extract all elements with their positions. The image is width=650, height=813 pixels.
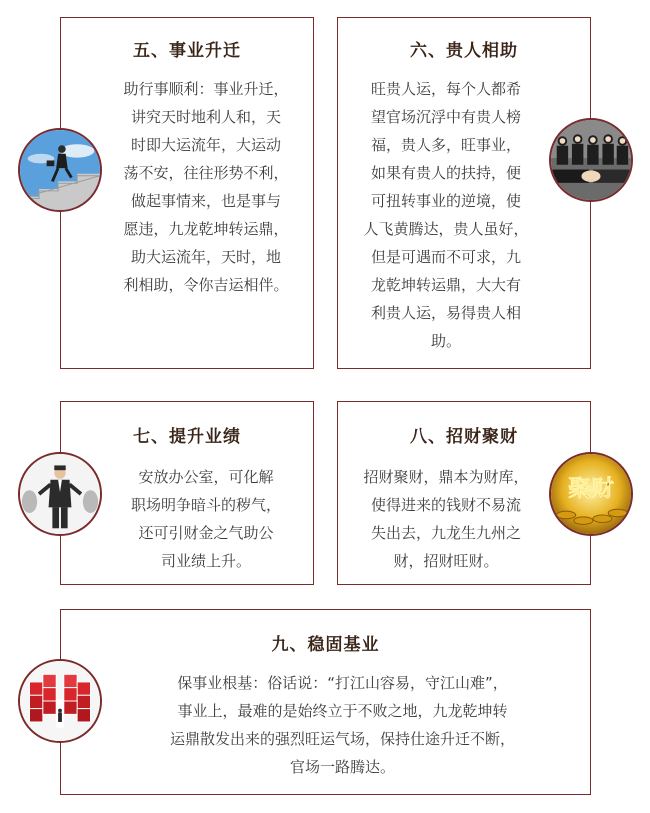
- text-line: 望官场沉浮中有贵人榜: [370, 108, 521, 126]
- text-line: 运鼎散发出来的强烈旺运气场，保持仕途升迁不断，: [169, 730, 515, 748]
- text-line: 人飞黄腾达，贵人虽好，: [363, 220, 529, 238]
- text-line: 但是可遇而不可求，九: [370, 248, 521, 266]
- section-title: 九、稳固基业: [271, 635, 380, 655]
- text-line: 助。: [430, 332, 461, 350]
- text-line: 事业上，最难的是始终立于不败之地，九龙乾坤转: [177, 702, 508, 720]
- wealth-glyph: 聚财: [568, 475, 614, 502]
- text-line: 利相助，令你吉运相伴。: [123, 276, 289, 294]
- text-line: 财，招财旺财。: [393, 552, 499, 570]
- text-line: 龙乾坤转运鼎，大大有: [370, 276, 521, 294]
- text-line: 助行事顺利：事业升迁，: [123, 80, 289, 98]
- text-line: 使得进来的钱财不易流: [370, 496, 521, 514]
- text-line: 愿违，九龙乾坤转运鼎，: [123, 220, 289, 238]
- red-cube-foundation-icon: [18, 659, 102, 743]
- text-line: 讲究天时地利人和，天: [130, 108, 281, 126]
- text-line: 助大运流年，天时，地: [130, 248, 281, 266]
- section-title: 七、提升业绩: [133, 427, 241, 447]
- text-line: 荡不安，往往形势不利，: [123, 164, 289, 182]
- text-line: 做起事情来，也是事与: [130, 192, 281, 210]
- section-title: 五、事业升迁: [133, 41, 241, 61]
- text-line: 时即大运流年，大运动: [130, 136, 281, 154]
- text-line: 失出去，九龙生九州之: [370, 524, 521, 542]
- section-title: 八、招财聚财: [410, 427, 518, 447]
- section-card-career: [60, 17, 314, 369]
- text-line: 还可引财金之气助公: [138, 524, 274, 542]
- section-card-foundation: [60, 609, 591, 795]
- text-line: 安放办公室，可化解: [138, 468, 274, 486]
- text-line: 可扭转事业的逆境，使: [370, 192, 521, 210]
- section-card-benefactor: [337, 17, 591, 369]
- businessman-climbing-stairs-icon: [18, 128, 102, 212]
- text-line: 保事业根基：俗话说：“打江山容易，守江山难”，: [177, 674, 508, 692]
- text-line: 司业绩上升。: [160, 552, 251, 570]
- text-line: 利贵人运，易得贵人相: [370, 304, 521, 322]
- text-line: 官场一路腾达。: [289, 758, 395, 776]
- gold-coins-icon: [549, 452, 633, 536]
- section-title: 六、贵人相助: [410, 41, 518, 61]
- boss-with-team-icon: [18, 452, 102, 536]
- text-line: 旺贵人运，每个人都希: [370, 80, 521, 98]
- text-line: 福，贵人多，旺事业，: [370, 136, 521, 154]
- text-line: 职场明争暗斗的秽气，: [130, 496, 281, 514]
- text-line: 招财聚财，鼎本为财库，: [363, 468, 529, 486]
- text-line: 如果有贵人的扶持，便: [370, 164, 521, 182]
- handshake-team-icon: [549, 118, 633, 202]
